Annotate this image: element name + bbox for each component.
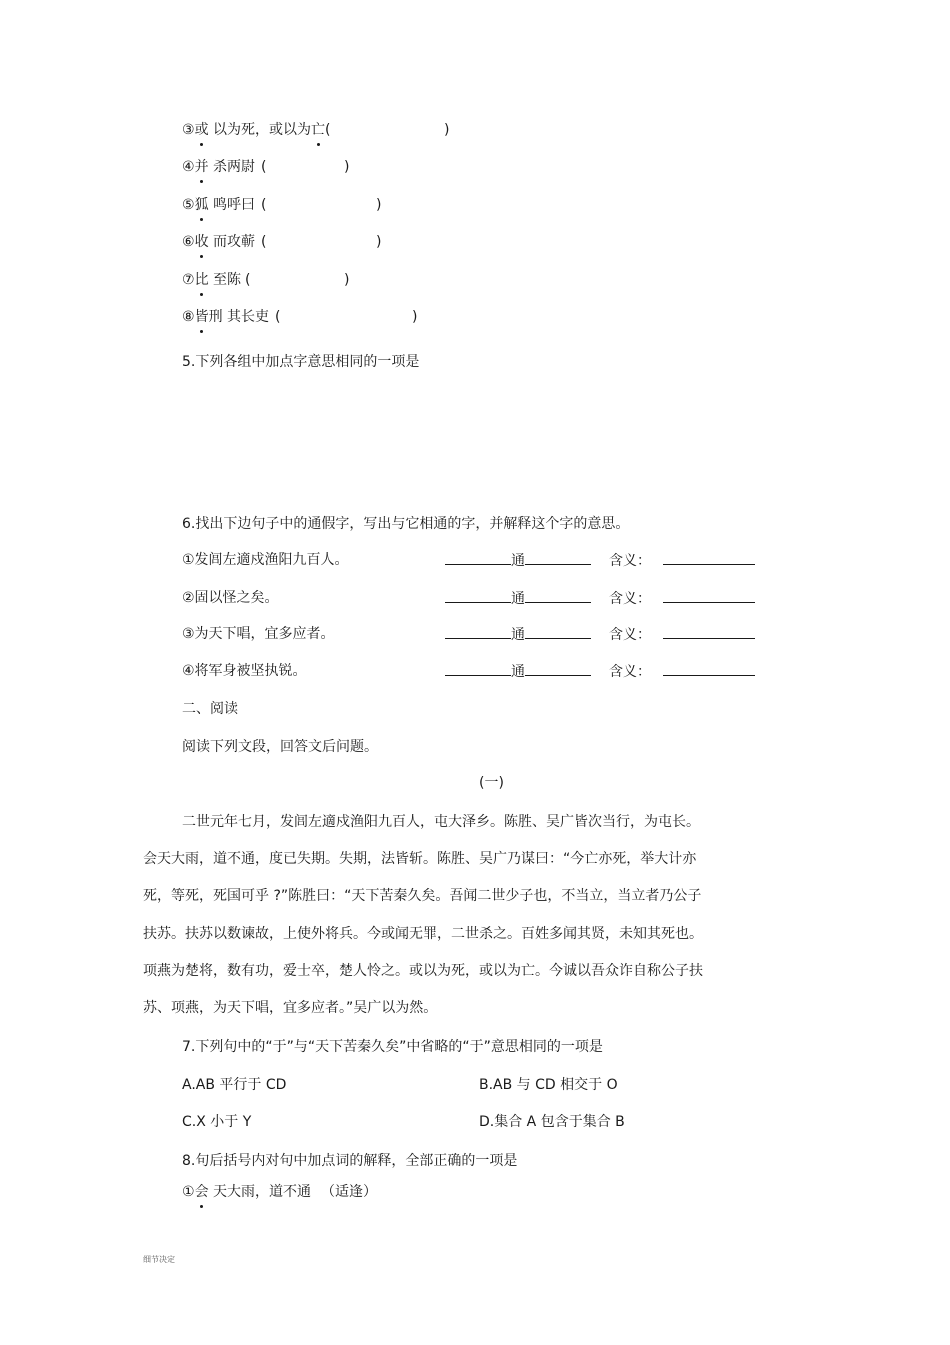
dotted-char: 狐	[194, 197, 209, 213]
dotted-char: 或	[194, 122, 209, 138]
passage-line: 项燕为楚将，数有功，爱士卒，楚人怜之。或以为死，或以为亡。今诚以吾众诈自称公子扶	[143, 963, 703, 979]
tong-label: 通	[511, 627, 525, 643]
passage-line: 二世元年七月，发闾左適戍渔阳九百人，屯大泽乡。陈胜、吴广皆次当行，为屯长。	[182, 814, 700, 830]
gloss-text: 以为死，或以为	[208, 122, 312, 138]
gloss-num: ⑧	[182, 309, 195, 325]
q7-option-a: A.AB 平行于 CD	[182, 1077, 287, 1093]
gloss-line-8	[182, 307, 280, 327]
dotted-char: 会	[194, 1184, 209, 1200]
q6-item-blanks	[445, 550, 755, 571]
hanyi-label: 含义：	[609, 627, 651, 643]
paren-close: )	[412, 309, 418, 325]
dotted-char: 亡	[311, 122, 326, 138]
question-8: 8.句后括号内对句中加点词的解释，全部正确的一项是	[182, 1153, 518, 1169]
gloss-line-6	[182, 232, 266, 252]
paren-close: )	[376, 197, 382, 213]
q8-item	[182, 1182, 377, 1202]
q6-item-text: ③为天下唱，宜多应者。	[182, 626, 335, 642]
gloss-text: 刑 其长吏	[208, 309, 270, 325]
tong-label: 通	[511, 664, 525, 680]
dotted-char: 收	[194, 234, 209, 250]
paren-open: (	[261, 197, 267, 213]
q6-item-blanks	[445, 661, 755, 682]
answer-blank[interactable]	[525, 550, 591, 565]
answer-blank[interactable]	[525, 661, 591, 676]
q7-option-c: C.X 小于 Y	[182, 1114, 252, 1130]
gloss-meaning: （适逢）	[321, 1184, 378, 1200]
gloss-line-5	[182, 195, 266, 215]
gloss-text: 杀两尉	[208, 159, 256, 175]
question-7: 7.下列句中的“于”与“天下苦秦久矣”中省略的“于”意思相同的一项是	[182, 1039, 603, 1055]
passage-line: 扶苏。扶苏以数谏故，上使外将兵。今或闻无罪，二世杀之。百姓多闻其贤，未知其死也。	[143, 926, 703, 942]
q6-item-blanks	[445, 588, 755, 609]
tong-label: 通	[511, 591, 525, 607]
paren-open: (	[245, 272, 251, 288]
gloss-num: ④	[182, 159, 195, 175]
hanyi-label: 含义：	[609, 553, 651, 569]
reading-instruction: 阅读下列文段，回答文后问题。	[182, 739, 378, 755]
question-5: 5.下列各组中加点字意思相同的一项是	[182, 354, 420, 370]
hanyi-label: 含义：	[609, 664, 651, 680]
paren-close: )	[444, 122, 450, 138]
paren-close: )	[344, 272, 350, 288]
paren-open: (	[275, 309, 281, 325]
gloss-num: ⑦	[182, 272, 195, 288]
answer-blank[interactable]	[663, 588, 755, 603]
answer-blank[interactable]	[445, 550, 511, 565]
answer-blank[interactable]	[663, 661, 755, 676]
dotted-char: 比	[194, 272, 209, 288]
passage-line: 死，等死，死国可乎 ?”陈胜曰：“天下苦秦久矣。吾闻二世少子也，不当立，当立者乃公子	[143, 888, 702, 904]
answer-blank[interactable]	[445, 588, 511, 603]
gloss-num: ⑥	[182, 234, 195, 250]
section-heading: 二、阅读	[182, 701, 238, 717]
gloss-text: 至陈	[208, 272, 242, 288]
answer-blank[interactable]	[525, 624, 591, 639]
answer-blank[interactable]	[663, 550, 755, 565]
gloss-line-4	[182, 157, 266, 177]
gloss-num: ⑤	[182, 197, 195, 213]
gloss-line-3	[182, 120, 330, 140]
hanyi-label: 含义：	[609, 591, 651, 607]
gloss-num: ①	[182, 1184, 195, 1200]
dotted-char: 并	[194, 159, 209, 175]
passage-line: 苏、项燕，为天下唱，宜多应者。”吴广以为然。	[143, 1000, 438, 1016]
q6-item-text: ④将军身被坚执锐。	[182, 663, 307, 679]
paren-open: (	[261, 159, 267, 175]
answer-blank[interactable]	[445, 624, 511, 639]
passage-line: 会天大雨，道不通，度已失期。失期，法皆斩。陈胜、吴广乃谋曰：“今亡亦死，举大计亦	[143, 851, 697, 867]
paren-close: )	[344, 159, 350, 175]
page-footer: 细节决定	[143, 1255, 175, 1264]
q6-item-text: ②固以怪之矣。	[182, 590, 279, 606]
dotted-char: 皆	[194, 309, 209, 325]
tong-label: 通	[511, 553, 525, 569]
paren-open: (	[325, 122, 331, 138]
q7-option-b: B.AB 与 CD 相交于 O	[479, 1077, 618, 1093]
paren-close: )	[376, 234, 382, 250]
gloss-line-7	[182, 270, 250, 290]
q6-item-blanks	[445, 624, 755, 645]
answer-blank[interactable]	[663, 624, 755, 639]
passage-label: (一)	[479, 775, 504, 791]
gloss-text: 鸣呼曰	[208, 197, 256, 213]
gloss-num: ③	[182, 122, 195, 138]
gloss-text: 天大雨，道不通	[208, 1184, 312, 1200]
q6-item-text: ①发闾左適戍渔阳九百人。	[182, 552, 349, 568]
q7-option-d: D.集合 A 包含于集合 B	[479, 1114, 625, 1130]
question-6: 6.找出下边句子中的通假字，写出与它相通的字，并解释这个字的意思。	[182, 516, 630, 532]
gloss-text: 而攻蕲	[208, 234, 256, 250]
answer-blank[interactable]	[445, 661, 511, 676]
answer-blank[interactable]	[525, 588, 591, 603]
paren-open: (	[261, 234, 267, 250]
